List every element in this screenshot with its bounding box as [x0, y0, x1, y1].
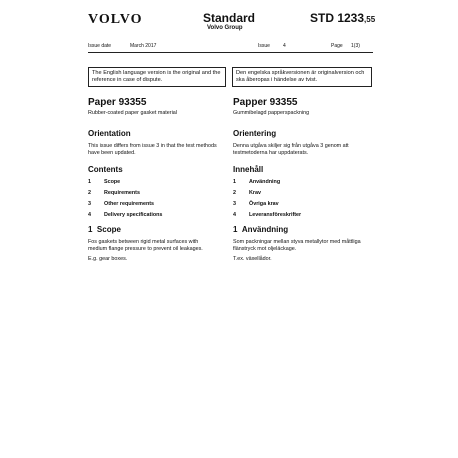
- issue-date-value: March 2017: [130, 43, 157, 49]
- contents-list-en: [88, 179, 162, 223]
- scope-heading-text-en: Scope: [96, 225, 121, 234]
- scope-number-en: 1: [88, 225, 93, 234]
- contents-heading-sv: Innehåll: [233, 165, 264, 174]
- contents-item-label: Användning: [249, 179, 281, 185]
- contents-item-number: 2: [233, 190, 236, 196]
- contents-item-number: 1: [233, 179, 236, 185]
- subtitle-en: Rubber-coated paper gasket material: [88, 110, 177, 116]
- contents-item-number: 2: [88, 190, 91, 196]
- contents-item-label: Krav: [249, 190, 261, 196]
- orientation-heading-sv: Orientering: [233, 129, 277, 138]
- contents-item[interactable]: [88, 201, 162, 212]
- contents-item-number: 3: [233, 201, 236, 207]
- volvo-logo: VOLVO: [88, 12, 143, 27]
- subtitle-sv: Gummibelagd papperspackning: [233, 110, 310, 116]
- contents-item-label: Övriga krav: [249, 201, 279, 207]
- notice-box-en: The English language version is the original and the reference in case of dispute.: [88, 67, 226, 87]
- contents-item[interactable]: [88, 190, 162, 201]
- contents-item-label: Leveransföreskrifter: [249, 212, 302, 218]
- scope-heading-text-sv: Användning: [241, 225, 289, 234]
- contents-item-label: Delivery specifications: [104, 212, 163, 218]
- contents-item-number: 1: [88, 179, 91, 185]
- title-sv: Papper 93355: [233, 97, 298, 108]
- contents-heading-en: Contents: [88, 165, 123, 174]
- title-en: Paper 93355: [88, 97, 147, 108]
- standard-subtitle: Volvo Group: [207, 25, 243, 31]
- standard-number: [310, 11, 375, 25]
- contents-item[interactable]: [233, 201, 301, 212]
- standard-title: Standard: [203, 11, 256, 25]
- contents-item[interactable]: [233, 212, 301, 223]
- page-value: 1(3): [351, 43, 360, 49]
- scope-text-sv: Som packningar mellan styva metallytor med måttliga flänstryck mot oljeläckage.: [233, 239, 361, 252]
- orientation-heading-en: Orientation: [88, 129, 131, 138]
- scope-number-sv: 1: [233, 225, 238, 234]
- page-label: Page: [331, 43, 343, 49]
- issue-date-label: Issue date: [88, 43, 112, 49]
- header-divider: [88, 52, 373, 53]
- orientation-text-en: This issue differs from issue 3 in that the test methods have been updated.: [88, 143, 217, 156]
- contents-item-label: Requirements: [104, 190, 140, 196]
- standard-number-main: STD 1233: [310, 11, 365, 25]
- contents-item-label: Scope: [104, 179, 121, 185]
- contents-item[interactable]: [233, 190, 301, 201]
- notice-box-sv: Den engelska språkversionen är originalversion och ska åberopas i händelse av tvist.: [232, 67, 372, 87]
- contents-item[interactable]: [233, 179, 301, 190]
- contents-item-number: 4: [88, 212, 91, 218]
- scope-heading-en: [88, 225, 121, 234]
- contents-item-number: 4: [233, 212, 236, 218]
- scope-example-sv: T.ex. växellådor.: [233, 256, 272, 262]
- scope-text-en: Fos gaskets between rigid metal surfaces with medium flange pressure to prevent oil leakages.: [88, 239, 203, 252]
- contents-item-number: 3: [88, 201, 91, 207]
- contents-item[interactable]: [88, 179, 162, 190]
- issue-label: Issue: [258, 43, 270, 49]
- scope-heading-sv: [233, 225, 288, 234]
- contents-item-label: Other requirements: [104, 201, 155, 207]
- issue-value: 4: [283, 43, 286, 49]
- scope-example-en: E.g. gear boxes.: [88, 256, 128, 262]
- contents-list-sv: [233, 179, 301, 223]
- contents-item[interactable]: [88, 212, 162, 223]
- standard-number-suffix: ,55: [364, 15, 376, 24]
- orientation-text-sv: Denna utgåva skiljer sig från utgåva 3 genom att testmetoderna har uppdaterats.: [233, 143, 349, 156]
